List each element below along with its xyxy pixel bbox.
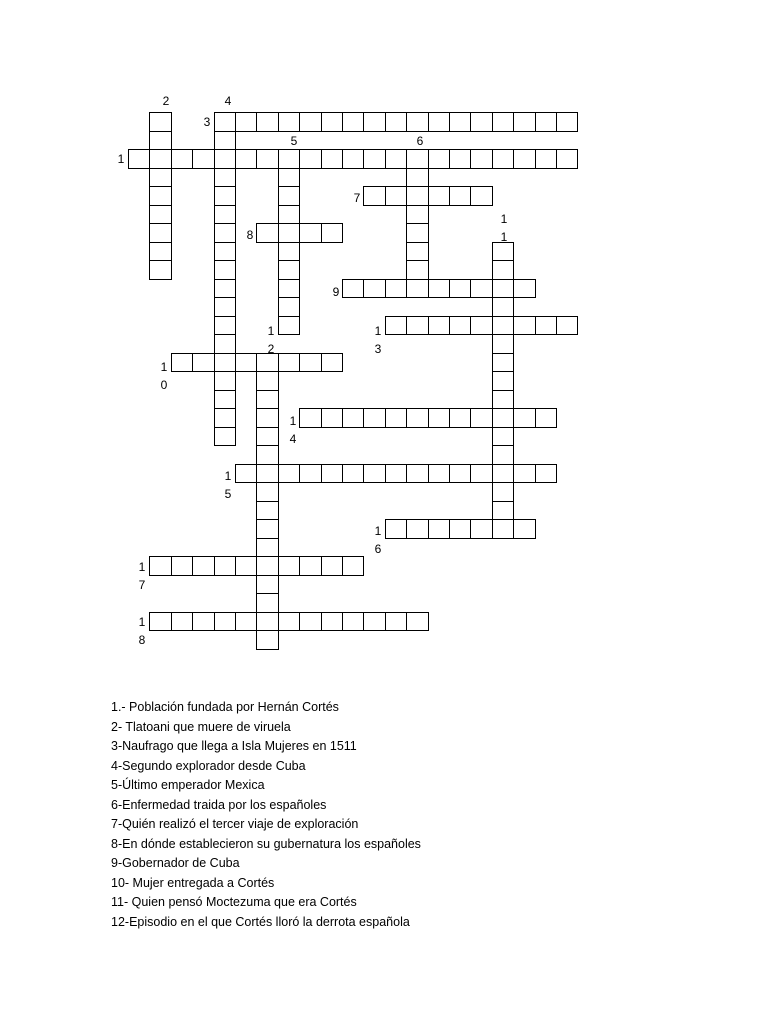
crossword-cell[interactable] [449,408,471,428]
crossword-cell[interactable] [299,556,321,576]
crossword-cell[interactable] [149,260,171,280]
crossword-cell[interactable] [406,186,428,206]
crossword-cell[interactable] [256,501,278,521]
crossword-cell[interactable] [342,556,364,576]
crossword-cell[interactable] [470,279,492,299]
crossword-cell[interactable] [214,168,236,188]
crossword-cell[interactable] [256,445,278,465]
crossword-cell[interactable] [342,112,364,132]
crossword-cell[interactable] [256,593,278,613]
crossword-cell[interactable] [214,205,236,225]
crossword-cell[interactable] [235,612,257,632]
crossword-cell[interactable] [470,149,492,169]
clue-number-1: 1 [117,152,125,166]
crossword-cell[interactable] [513,279,535,299]
crossword-cell[interactable] [492,297,514,317]
crossword-cell[interactable] [256,612,278,632]
crossword-cell[interactable] [149,242,171,262]
crossword-cell[interactable] [406,316,428,336]
crossword-cell[interactable] [385,149,407,169]
crossword-cell[interactable] [363,112,385,132]
crossword-cell[interactable] [535,316,557,336]
crossword-cell[interactable] [556,149,578,169]
crossword-cell[interactable] [149,556,171,576]
crossword-cell[interactable] [492,408,514,428]
crossword-cell[interactable] [321,223,343,243]
clue-2: 2- Tlatoani que muere de viruela [111,719,291,734]
crossword-cell[interactable] [492,260,514,280]
clue-number-5: 5 [290,134,298,148]
crossword-cell[interactable] [256,482,278,502]
crossword-cell[interactable] [363,612,385,632]
crossword-cell[interactable] [299,464,321,484]
crossword-cell[interactable] [149,223,171,243]
crossword-cell[interactable] [556,112,578,132]
crossword-cell[interactable] [513,519,535,539]
crossword-cell[interactable] [492,427,514,447]
crossword-cell[interactable] [385,464,407,484]
crossword-cell[interactable] [256,427,278,447]
crossword-cell[interactable] [192,149,214,169]
clue-4: 4-Segundo explorador desde Cuba [111,758,306,773]
crossword-cell[interactable] [192,612,214,632]
crossword-cell[interactable] [385,112,407,132]
crossword-cell[interactable] [321,149,343,169]
crossword-cell[interactable] [428,186,450,206]
clue-12: 12-Episodio en el que Cortés lloró la derrota española [111,914,410,929]
crossword-cell[interactable] [278,168,300,188]
crossword-cell[interactable] [363,186,385,206]
crossword-cell[interactable] [214,186,236,206]
crossword-cell[interactable] [321,353,343,373]
crossword-cell[interactable] [470,464,492,484]
crossword-cell[interactable] [214,149,236,169]
clue-list [111,698,421,932]
clue-number-13: 1 3 [374,324,382,356]
crossword-cell[interactable] [278,316,300,336]
crossword-cell[interactable] [171,149,193,169]
crossword-cell[interactable] [492,279,514,299]
crossword-cell[interactable] [278,556,300,576]
clue-11: 11- Quien pensó Moctezuma que era Cortés [111,895,357,909]
crossword-cell[interactable] [192,556,214,576]
crossword-cell[interactable] [406,408,428,428]
crossword-cell[interactable] [278,279,300,299]
crossword-cell[interactable] [256,519,278,539]
crossword-cell[interactable] [256,149,278,169]
clue-6: 6-Enfermedad traida por los españoles [111,797,327,812]
crossword-cell[interactable] [342,612,364,632]
crossword-cell[interactable] [428,279,450,299]
crossword-cell[interactable] [406,168,428,188]
crossword-cell[interactable] [214,390,236,410]
crossword-cell[interactable] [385,186,407,206]
crossword-cell[interactable] [492,353,514,373]
clue-8: 8-En dónde establecieron su gubernatura los españoles [111,836,421,851]
crossword-cell[interactable] [449,186,471,206]
crossword-cell[interactable] [192,353,214,373]
crossword-cell[interactable] [171,612,193,632]
crossword-cell[interactable] [214,408,236,428]
crossword-cell[interactable] [406,612,428,632]
crossword-cell[interactable] [449,464,471,484]
crossword-cell[interactable] [149,186,171,206]
crossword-cell[interactable] [428,112,450,132]
clue-number-15: 1 5 [224,469,232,501]
crossword-cell[interactable] [235,556,257,576]
crossword-cell[interactable] [278,260,300,280]
crossword-cell[interactable] [470,186,492,206]
clue-number-2: 2 [162,94,170,108]
crossword-cell[interactable] [128,149,150,169]
crossword-cell[interactable] [214,260,236,280]
crossword-cell[interactable] [406,149,428,169]
clue-number-8: 8 [246,228,254,242]
clue-number-16: 1 6 [374,524,382,556]
crossword-cell[interactable] [492,112,514,132]
crossword-cell[interactable] [406,242,428,262]
crossword-cell[interactable] [449,519,471,539]
crossword-cell[interactable] [278,242,300,262]
clue-number-3: 3 [203,115,211,129]
crossword-cell[interactable] [171,353,193,373]
crossword-cell[interactable] [406,205,428,225]
crossword-cell[interactable] [214,353,236,373]
crossword-cell[interactable] [278,205,300,225]
crossword-cell[interactable] [470,112,492,132]
crossword-cell[interactable] [256,575,278,595]
crossword-cell[interactable] [235,149,257,169]
crossword-cell[interactable] [235,112,257,132]
clue-number-4: 4 [224,94,232,108]
crossword-cell[interactable] [299,353,321,373]
crossword-cell[interactable] [556,316,578,336]
crossword-cell[interactable] [492,334,514,354]
crossword-cell[interactable] [513,149,535,169]
crossword-cell[interactable] [492,464,514,484]
crossword-cell[interactable] [321,112,343,132]
crossword-cell[interactable] [449,316,471,336]
crossword-cell[interactable] [406,519,428,539]
crossword-cell[interactable] [299,408,321,428]
crossword-cell[interactable] [406,112,428,132]
crossword-cell[interactable] [235,464,257,484]
crossword-cell[interactable] [256,408,278,428]
crossword-cell[interactable] [428,149,450,169]
clue-number-14: 1 4 [289,414,297,446]
clue-number-11: 1 1 [500,212,508,244]
crossword-cell[interactable] [214,279,236,299]
clue-number-12: 1 2 [267,324,275,356]
crossword-cell[interactable] [149,149,171,169]
crossword-cell[interactable] [256,556,278,576]
crossword-cell[interactable] [235,353,257,373]
crossword-cell[interactable] [492,501,514,521]
crossword-cell[interactable] [256,538,278,558]
crossword-cell[interactable] [342,408,364,428]
crossword-cell[interactable] [214,612,236,632]
crossword-cell[interactable] [321,612,343,632]
crossword-cell[interactable] [214,131,236,151]
crossword-cell[interactable] [256,223,278,243]
crossword-cell[interactable] [363,408,385,428]
crossword-cell[interactable] [321,464,343,484]
crossword-cell[interactable] [256,390,278,410]
crossword-cell[interactable] [256,630,278,650]
crossword-cell[interactable] [492,519,514,539]
crossword-cell[interactable] [321,556,343,576]
crossword-cell[interactable] [385,316,407,336]
crossword-cell[interactable] [385,279,407,299]
clue-9: 9-Gobernador de Cuba [111,856,240,870]
crossword-cell[interactable] [256,464,278,484]
crossword-cell[interactable] [342,464,364,484]
crossword-cell[interactable] [385,408,407,428]
crossword-cell[interactable] [278,186,300,206]
crossword-cell[interactable] [492,371,514,391]
crossword-cell[interactable] [513,316,535,336]
crossword-cell[interactable] [428,519,450,539]
crossword-cell[interactable] [449,279,471,299]
clue-number-7: 7 [353,191,361,205]
clue-10: 10- Mujer entregada a Cortés [111,875,275,890]
crossword-cell[interactable] [513,112,535,132]
crossword-cell[interactable] [299,149,321,169]
crossword-cell[interactable] [278,297,300,317]
crossword-cell[interactable] [363,149,385,169]
crossword-cell[interactable] [535,149,557,169]
crossword-cell[interactable] [363,279,385,299]
crossword-cell[interactable] [149,205,171,225]
crossword-cell[interactable] [214,112,236,132]
crossword-cell[interactable] [428,408,450,428]
clue-number-10: 1 0 [160,360,168,392]
clue-5: 5-Último emperador Mexica [111,778,265,792]
crossword-cell[interactable] [214,297,236,317]
clue-number-9: 9 [332,285,340,299]
crossword-cell[interactable] [214,334,236,354]
crossword-cell[interactable] [492,445,514,465]
crossword-cell[interactable] [299,112,321,132]
crossword-cell[interactable] [428,464,450,484]
crossword-cell[interactable] [214,427,236,447]
clue-3: 3-Naufrago que llega a Isla Mujeres en 1511 [111,739,357,753]
crossword-cell[interactable] [299,612,321,632]
clue-number-17: 1 7 [138,560,146,592]
crossword-cell[interactable] [321,408,343,428]
crossword-cell[interactable] [492,149,514,169]
crossword-cell[interactable] [214,556,236,576]
crossword-cell[interactable] [492,390,514,410]
crossword-cell[interactable] [428,316,450,336]
crossword-cell[interactable] [406,260,428,280]
crossword-cell[interactable] [449,112,471,132]
crossword-cell[interactable] [342,149,364,169]
crossword-cell[interactable] [535,408,557,428]
clue-number-6: 6 [416,134,424,148]
crossword-cell[interactable] [535,112,557,132]
crossword-cell[interactable] [149,612,171,632]
clue-1: 1.- Población fundada por Hernán Cortés [111,700,339,714]
crossword-cell[interactable] [513,464,535,484]
crossword-cell[interactable] [385,612,407,632]
crossword-cell[interactable] [449,149,471,169]
crossword-cell[interactable] [214,316,236,336]
clue-number-18: 1 8 [138,615,146,647]
crossword-cell[interactable] [278,223,300,243]
crossword-cell[interactable] [363,464,385,484]
crossword-cell[interactable] [406,223,428,243]
crossword-cell[interactable] [470,316,492,336]
crossword-cell[interactable] [171,556,193,576]
crossword-cell[interactable] [278,353,300,373]
crossword-cell[interactable] [535,464,557,484]
clue-7: 7-Quién realizó el tercer viaje de exploración [111,817,359,831]
crossword-cell[interactable] [256,112,278,132]
crossword-cell[interactable] [470,408,492,428]
crossword-cell[interactable] [214,371,236,391]
crossword-cell[interactable] [470,519,492,539]
crossword-cell[interactable] [406,464,428,484]
crossword-cell[interactable] [342,279,364,299]
crossword-cell[interactable] [492,316,514,336]
crossword-cell[interactable] [513,408,535,428]
crossword-cell[interactable] [278,612,300,632]
crossword-cell[interactable] [149,168,171,188]
crossword-cell[interactable] [278,149,300,169]
crossword-cell[interactable] [214,223,236,243]
crossword-cell[interactable] [278,464,300,484]
crossword-cell[interactable] [214,242,236,262]
crossword-cell[interactable] [149,112,171,132]
crossword-cell[interactable] [149,131,171,151]
crossword-cell[interactable] [492,482,514,502]
crossword-cell[interactable] [385,519,407,539]
crossword-cell[interactable] [256,371,278,391]
crossword-cell[interactable] [278,112,300,132]
crossword-cell[interactable] [299,223,321,243]
crossword-cell[interactable] [406,279,428,299]
